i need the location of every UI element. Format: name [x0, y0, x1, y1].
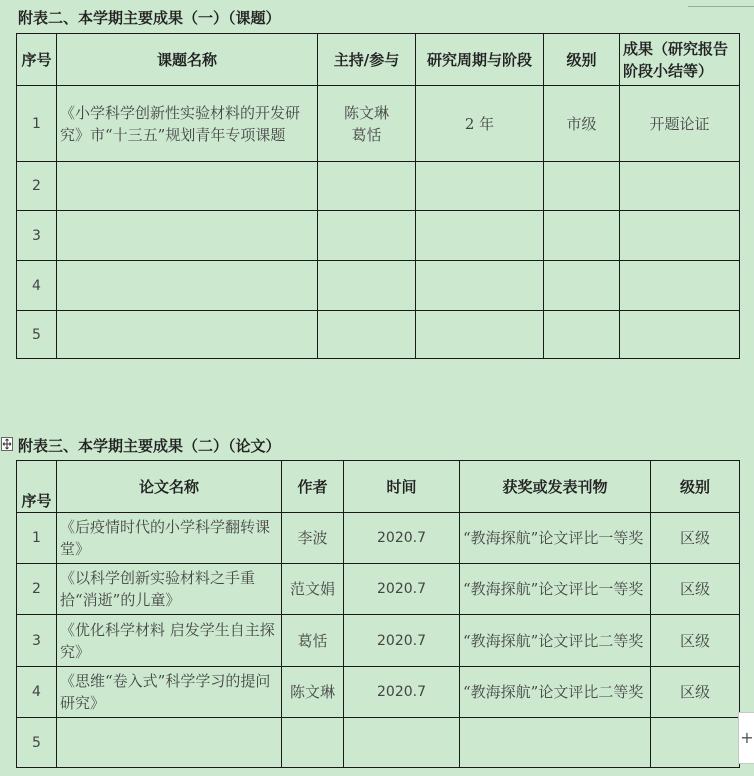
t2-cell-name[interactable]: 《思维“卷入式”科学学习的提问研究》	[57, 667, 282, 718]
table-row	[17, 615, 740, 667]
t2-cell-name[interactable]: 《以科学创新实验材料之手重拾“消逝”的儿童》	[57, 564, 282, 615]
t1-cell-period[interactable]: 2 年	[416, 86, 544, 162]
t1-cell-result[interactable]: 开题论证	[620, 86, 740, 162]
t2-cell-no[interactable]: 2	[17, 564, 57, 615]
table-row	[17, 311, 740, 359]
table-row	[17, 211, 740, 261]
table-row	[17, 513, 740, 564]
t2-cell-name[interactable]	[57, 718, 282, 768]
t1-cell-level[interactable]	[544, 261, 620, 311]
t2-cell-author[interactable]: 葛恬	[282, 615, 344, 667]
t1-cell-name[interactable]	[57, 261, 318, 311]
t2-cell-name[interactable]: 《后疫情时代的小学科学翻转课堂》	[57, 513, 282, 564]
t2-cell-time[interactable]: 2020.7	[344, 513, 460, 564]
t1-cell-result[interactable]	[620, 162, 740, 211]
t1-cell-level[interactable]	[544, 162, 620, 211]
t1-cell-host[interactable]: 陈文琳 葛恬	[318, 86, 416, 162]
table-row	[17, 718, 740, 768]
t1-cell-level[interactable]	[544, 311, 620, 359]
t1-cell-name[interactable]	[57, 311, 318, 359]
add-row-button[interactable]	[738, 712, 754, 764]
t2-cell-time[interactable]	[344, 718, 460, 768]
t2-cell-award[interactable]: “教海探航”论文评比一等奖	[460, 513, 651, 564]
table-row	[17, 564, 740, 615]
table-row	[17, 261, 740, 311]
t2-header-author: 作者	[282, 461, 344, 513]
table-row	[17, 86, 740, 162]
t1-cell-no[interactable]: 4	[17, 261, 57, 311]
t2-cell-level[interactable]	[651, 718, 740, 768]
table2-header-row	[17, 461, 740, 513]
t2-cell-award[interactable]: “教海探航”论文评比一等奖	[460, 564, 651, 615]
t1-cell-no[interactable]: 1	[17, 86, 57, 162]
t1-cell-result[interactable]	[620, 261, 740, 311]
t1-cell-result[interactable]	[620, 211, 740, 261]
t1-header-period: 研究周期与阶段	[416, 34, 544, 86]
t2-header-no: 序号	[17, 461, 57, 513]
t1-cell-no[interactable]: 2	[17, 162, 57, 211]
t1-cell-no[interactable]: 3	[17, 211, 57, 261]
t1-cell-period[interactable]	[416, 261, 544, 311]
t2-cell-award[interactable]: “教海探航”论文评比二等奖	[460, 615, 651, 667]
t2-cell-name[interactable]: 《优化科学材料 启发学生自主探究》	[57, 615, 282, 667]
t2-cell-author[interactable]: 李波	[282, 513, 344, 564]
t1-cell-host[interactable]	[318, 211, 416, 261]
table1	[16, 33, 740, 359]
t1-cell-result[interactable]	[620, 311, 740, 359]
page-edge-mark	[688, 0, 754, 7]
t2-cell-no[interactable]: 4	[17, 667, 57, 718]
t2-cell-time[interactable]: 2020.7	[344, 564, 460, 615]
t2-cell-no[interactable]: 3	[17, 615, 57, 667]
table2	[16, 460, 740, 768]
t2-cell-author[interactable]: 范文娟	[282, 564, 344, 615]
t1-cell-host[interactable]	[318, 311, 416, 359]
t2-header-award: 获奖或发表刊物	[460, 461, 651, 513]
t1-header-result: 成果（研究报告阶段小结等）	[620, 34, 740, 86]
t1-header-level: 级别	[544, 34, 620, 86]
t1-cell-level[interactable]: 市级	[544, 86, 620, 162]
t1-cell-name[interactable]	[57, 162, 318, 211]
t2-cell-level[interactable]: 区级	[651, 564, 740, 615]
t2-cell-level[interactable]: 区级	[651, 667, 740, 718]
t1-header-name: 课题名称	[57, 34, 318, 86]
table1-title: 附表二、本学期主要成果（一）（课题）	[18, 9, 281, 27]
t1-cell-level[interactable]	[544, 211, 620, 261]
table2-title: 附表三、本学期主要成果（二）（论文）	[18, 437, 281, 455]
t2-cell-no[interactable]: 1	[17, 513, 57, 564]
t2-cell-award[interactable]: “教海探航”论文评比二等奖	[460, 667, 651, 718]
table-row	[17, 162, 740, 211]
t1-header-no: 序号	[17, 34, 57, 86]
table1-header-row	[17, 34, 740, 86]
t2-cell-time[interactable]: 2020.7	[344, 667, 460, 718]
t1-cell-period[interactable]	[416, 211, 544, 261]
t2-cell-level[interactable]: 区级	[651, 513, 740, 564]
move-handle-icon[interactable]	[1, 437, 13, 451]
t1-cell-no[interactable]: 5	[17, 311, 57, 359]
t2-cell-no[interactable]: 5	[17, 718, 57, 768]
t1-cell-period[interactable]	[416, 311, 544, 359]
table-row	[17, 667, 740, 718]
t2-cell-author[interactable]	[282, 718, 344, 768]
t1-cell-host[interactable]	[318, 261, 416, 311]
t1-cell-host[interactable]	[318, 162, 416, 211]
t1-cell-name[interactable]	[57, 211, 318, 261]
plus-icon: +	[740, 728, 754, 747]
t2-cell-author[interactable]: 陈文琳	[282, 667, 344, 718]
t2-header-level: 级别	[651, 461, 740, 513]
t2-cell-award[interactable]	[460, 718, 651, 768]
t2-header-name: 论文名称	[57, 461, 282, 513]
t2-header-time: 时间	[344, 461, 460, 513]
t2-cell-level[interactable]: 区级	[651, 615, 740, 667]
t1-header-host: 主持/参与	[318, 34, 416, 86]
t2-cell-time[interactable]: 2020.7	[344, 615, 460, 667]
t1-cell-period[interactable]	[416, 162, 544, 211]
t1-cell-name[interactable]: 《小学科学创新性实验材料的开发研究》市“十三五”规划青年专项课题	[57, 86, 318, 162]
